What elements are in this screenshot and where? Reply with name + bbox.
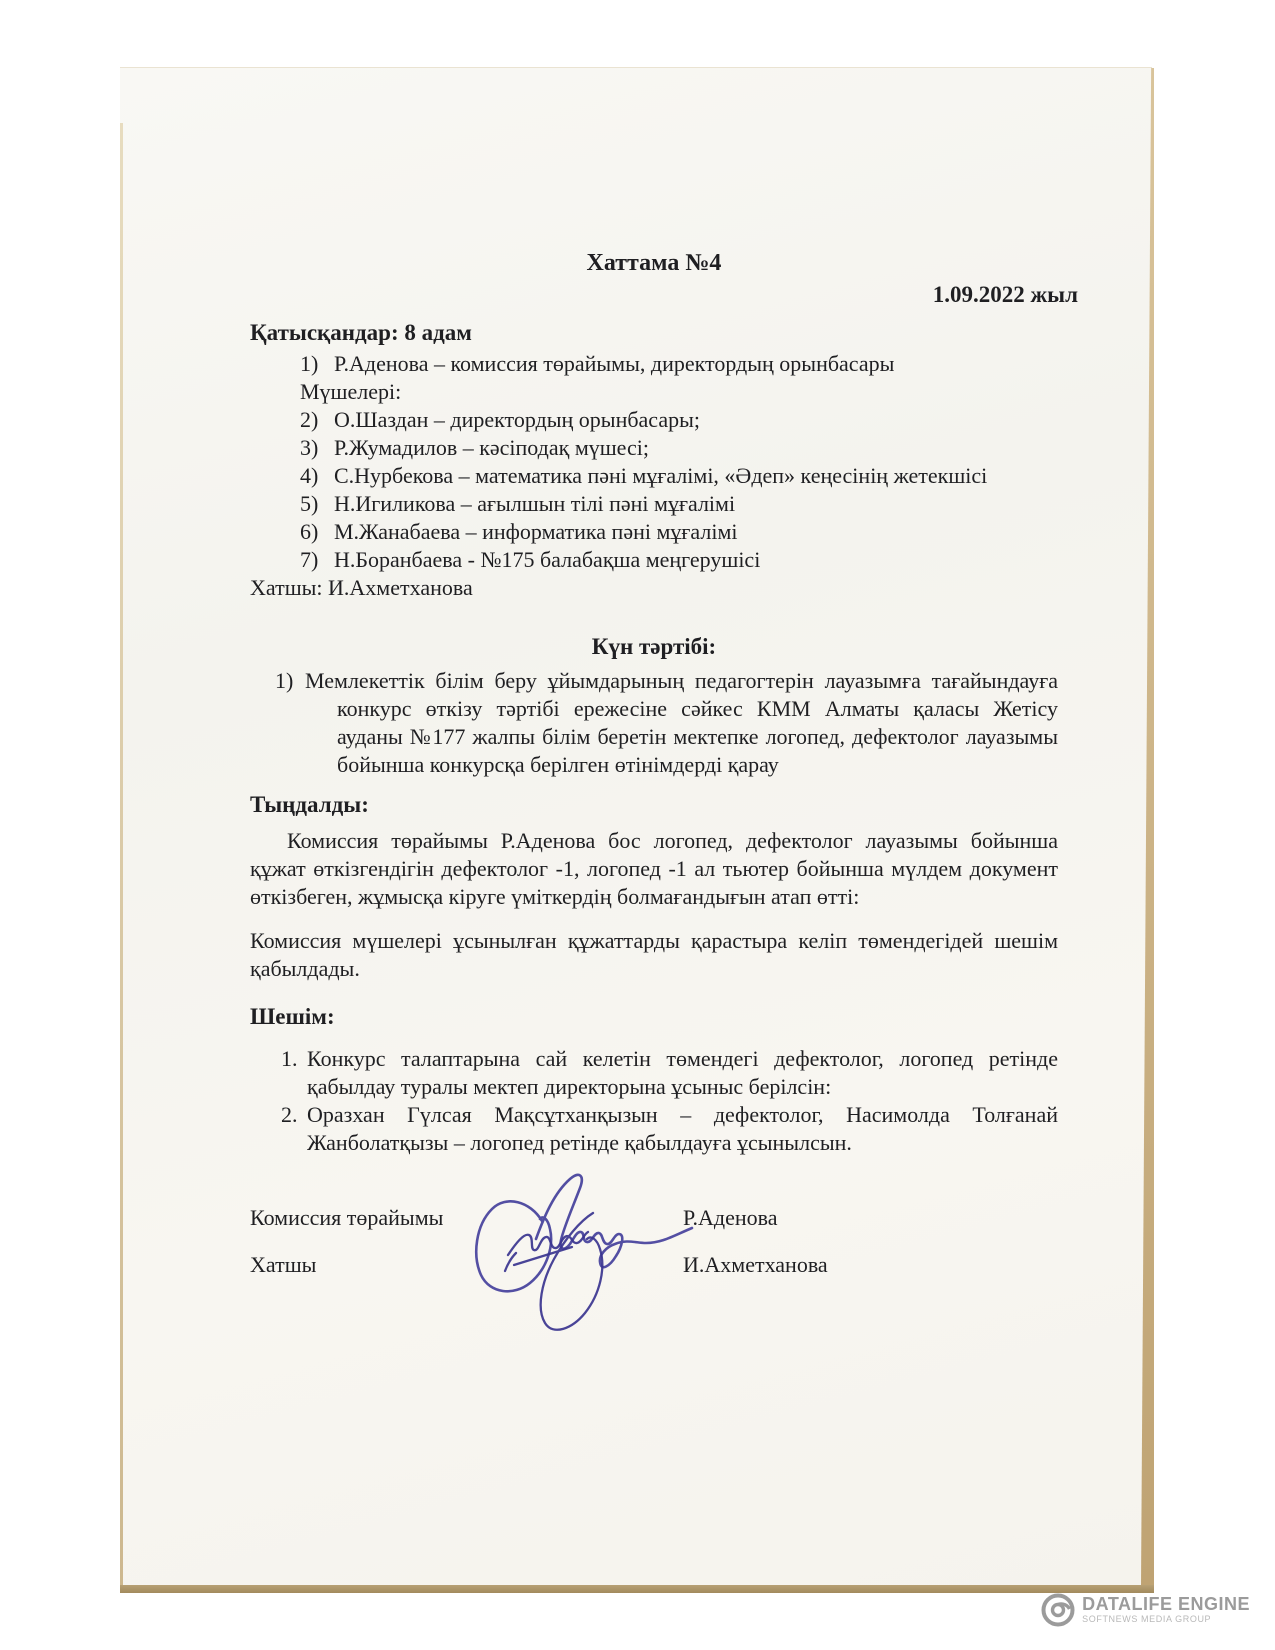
agenda-item: [275, 667, 1058, 779]
watermark-title: DATALIFE ENGINE: [1082, 1594, 1250, 1614]
conclusion-paragraph: Комиссия мүшелері ұсынылған құжаттарды қарастыра келіп төмендегідей шешім қабылдады.: [250, 928, 1058, 981]
signature-row-secretary: [250, 1250, 1058, 1280]
participant-text: Мүшелері:: [300, 379, 402, 404]
paper-sheet: [120, 67, 1152, 1586]
agenda-heading: Күн тәртібі:: [591, 634, 717, 659]
decision-item: [281, 1101, 1058, 1157]
participant-number: 6): [300, 519, 319, 544]
participant-line: [300, 434, 1058, 462]
decision-number: 2.: [281, 1102, 298, 1127]
agenda-item-text: Мемлекеттік білім беру ұйымдарының педагогтерін лауазымға тағайындауға конкурс өткізу тәртібі ережесіне сәйкес КММ Алматы қаласы Жетісу ауданы №177 жалпы білім беретін мектепке логопед, дефектолог лауазымы бойынша конкурсқа берілген өтінімдерді қарау: [305, 668, 1058, 777]
signature-block: [250, 1203, 1058, 1280]
participant-text: С.Нурбекова – математика пәні мұғалімі, «Әдеп» кеңесінің жетекшісі: [334, 463, 988, 488]
decision-text: Оразхан Гүлсая Мақсұтханқызын – дефектолог, Насимолда Толғанай Жанболатқызы – логопед ретінде қабылдауға ұсынылсын.: [307, 1102, 1058, 1155]
decision-number: 1.: [281, 1046, 298, 1071]
datalife-logo-icon: [1041, 1593, 1075, 1627]
participant-line: [300, 490, 1058, 518]
signature-row-chair: [250, 1203, 1058, 1233]
participant-line: [300, 378, 1058, 406]
participant-text: Р.Аденова – комиссия төрайымы, директордың орынбасары: [334, 351, 895, 376]
signature-name: Р.Аденова: [683, 1205, 778, 1230]
participant-text: Р.Жумадилов – кәсіподақ мүшесі;: [334, 435, 649, 460]
participant-number: 2): [300, 407, 319, 432]
participant-line: [300, 518, 1058, 546]
decision-list: [250, 1045, 1058, 1157]
participant-text: Н.Боранбаева - №175 балабақша меңгерушісі: [334, 547, 761, 572]
participant-number: 1): [300, 351, 319, 376]
participant-text: М.Жанабаева – информатика пәні мұғалімі: [334, 519, 738, 544]
watermark-subtitle: SOFTNEWS MEDIA GROUP: [1082, 1614, 1212, 1624]
document-date: 1.09.2022 жыл: [932, 282, 1078, 307]
datalife-watermark: [1041, 1593, 1250, 1627]
decision-item: [281, 1045, 1058, 1101]
participant-text: О.Шаздан – директордың орынбасары;: [334, 407, 700, 432]
decision-text: Конкурс талаптарына сай келетін төмендегі дефектолог, логопед ретінде қабылдау туралы мектеп директорына ұсыныс берілсін:: [307, 1046, 1058, 1099]
participant-line: [300, 546, 1058, 574]
participants-list: [250, 350, 1058, 602]
participant-line: [300, 406, 1058, 434]
participant-line: [300, 350, 1058, 378]
participant-number: 4): [300, 463, 319, 488]
signature-role: Хатшы: [250, 1252, 317, 1277]
document-content: [120, 248, 1152, 1280]
decision-heading: Шешім:: [250, 1004, 335, 1029]
document-title: Хаттама №4: [586, 250, 722, 276]
participant-line: [300, 462, 1058, 490]
watermark-text: [1082, 1595, 1250, 1625]
heard-heading: Тыңдалды:: [250, 792, 369, 817]
participant-number: 7): [300, 547, 319, 572]
heard-paragraph: Комиссия төрайымы Р.Аденова бос логопед, дефектолог лауазымы бойынша құжат өткізгендігін дефектолог -1, логопед -1 ал тьютер бойынша мүлдем документ өткізбеген, жұмысқа кіруге үміткердің болмағандығын атап өтті:: [250, 828, 1058, 909]
signature-role: Комиссия төрайымы: [250, 1205, 444, 1230]
participant-number: 3): [300, 435, 319, 460]
agenda-item-number: 1): [275, 668, 294, 693]
participant-number: 5): [300, 491, 319, 516]
paper-edge-bottom: [120, 1585, 1154, 1593]
signature-name: И.Ахметханова: [683, 1252, 828, 1277]
participant-text: Н.Игиликова – ағылшын тілі пәні мұғалімі: [334, 491, 736, 516]
participants-heading: Қатысқандар: 8 адам: [250, 320, 472, 345]
secretary-line: Хатшы: И.Ахметханова: [250, 575, 473, 600]
